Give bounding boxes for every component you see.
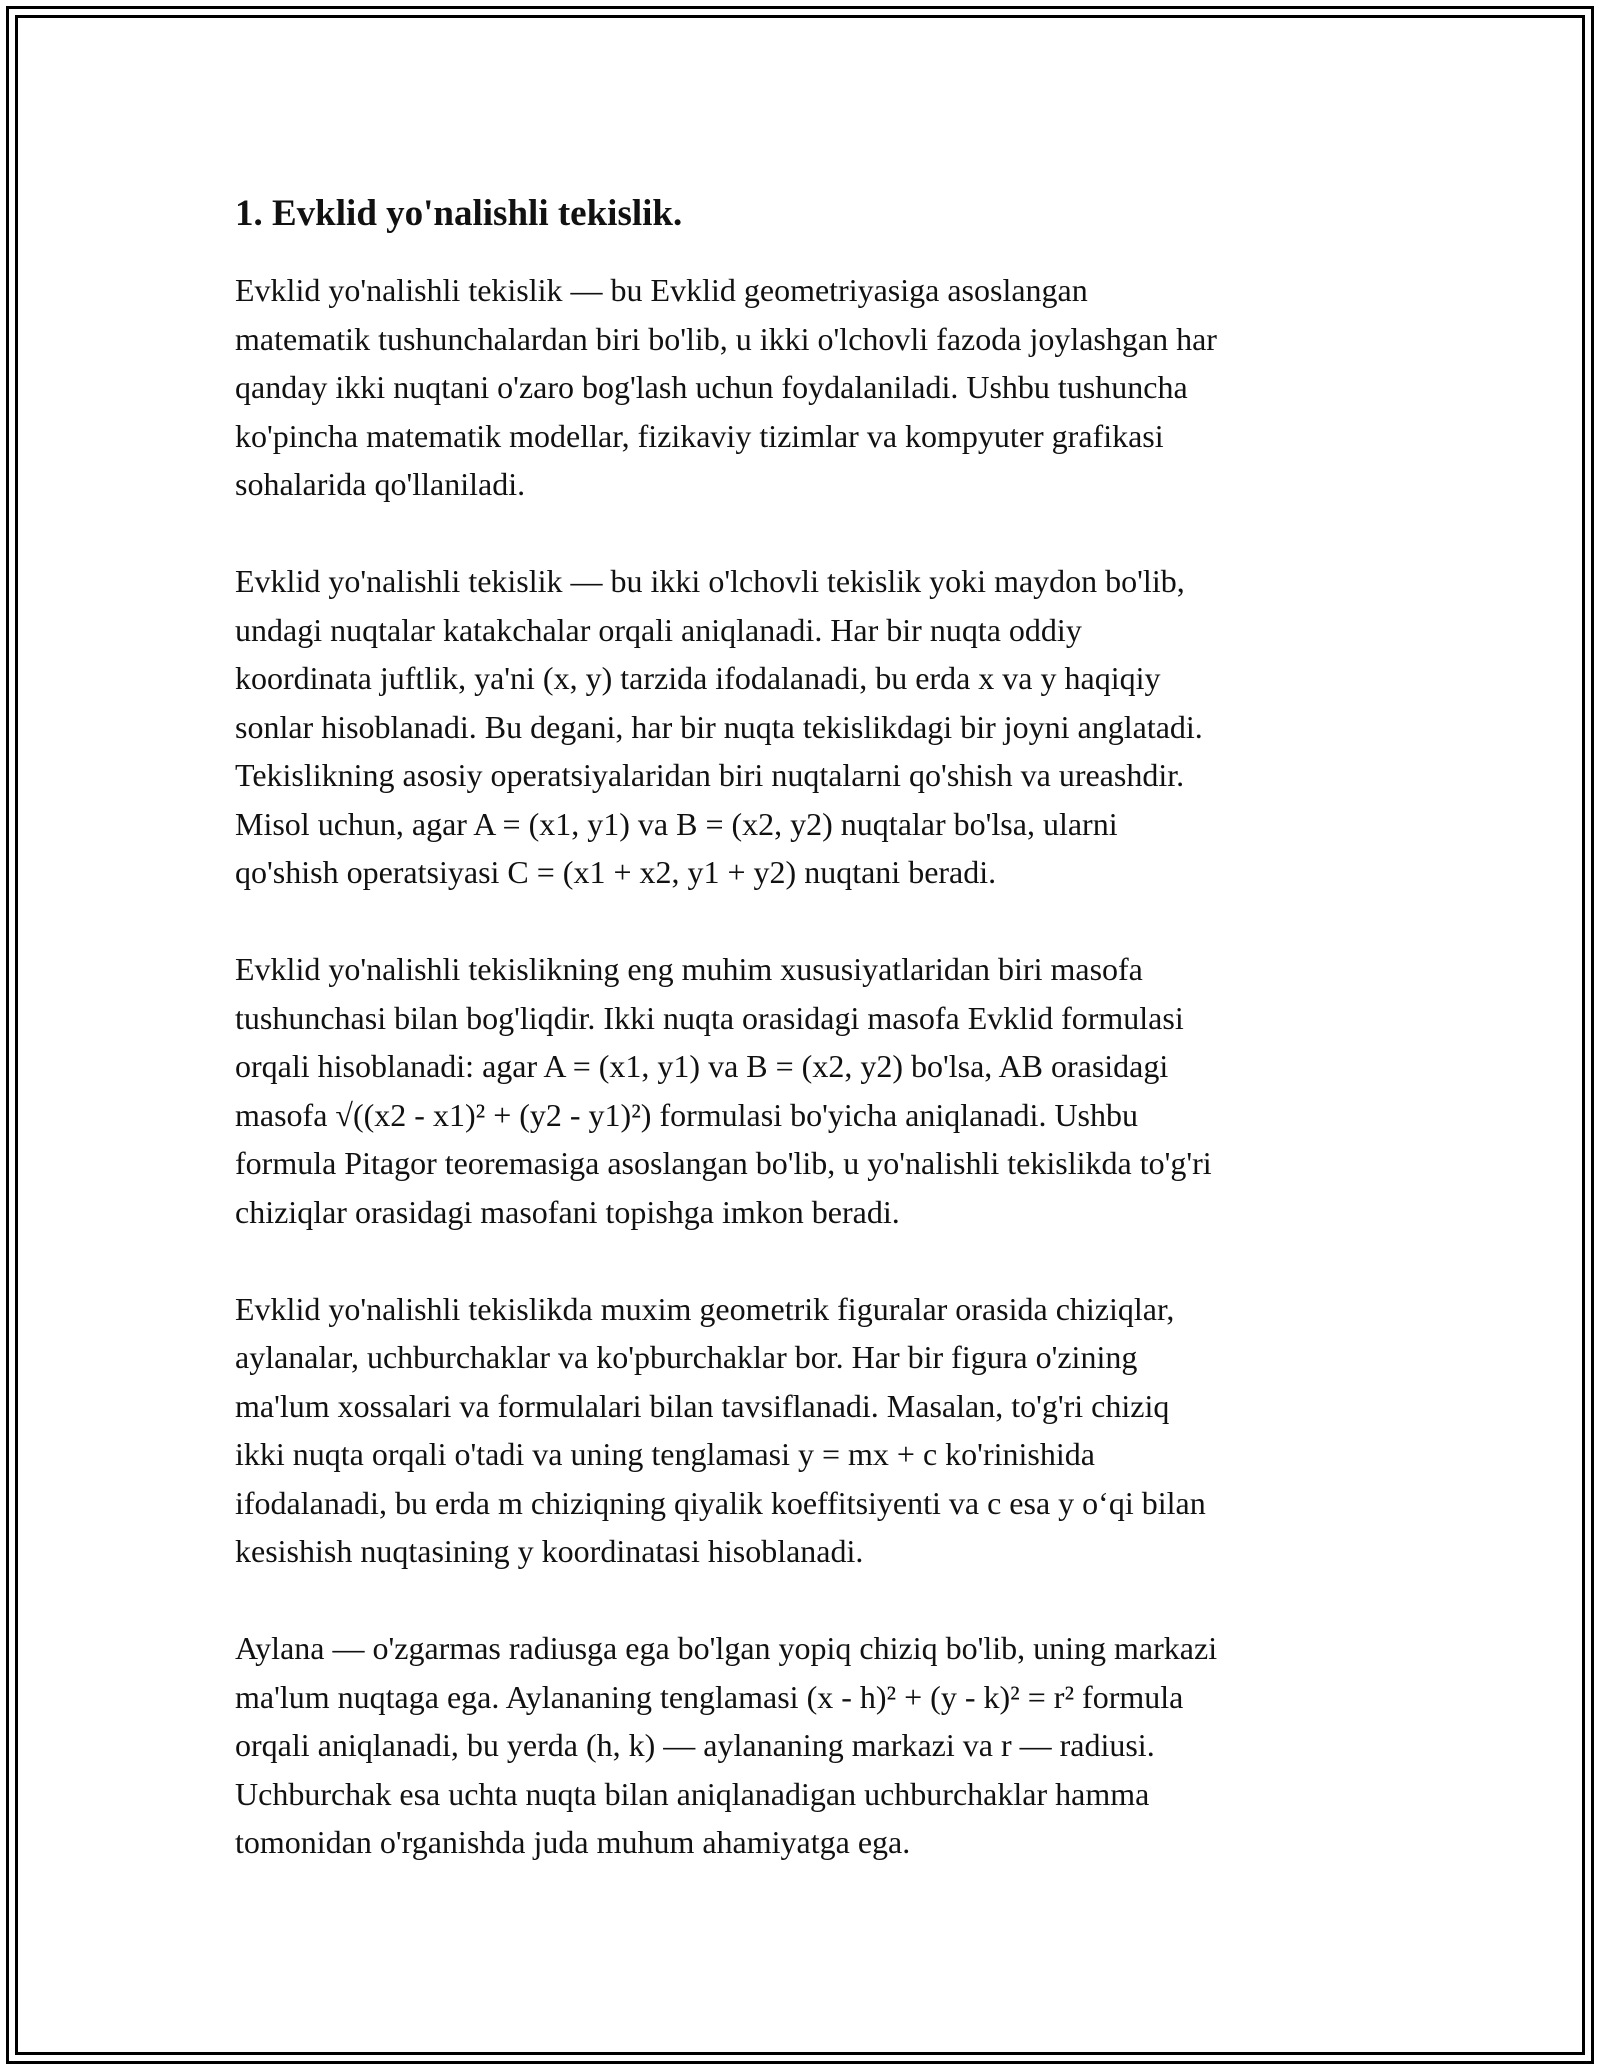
- paragraph-line: Tekislikning asosiy operatsiyalaridan biri nuqtalarni qo'shish va ureashdir.: [235, 757, 1185, 793]
- paragraph-line: orqali hisoblanadi: agar A = (x1, y1) va B = (x2, y2) bo'lsa, AB orasidagi: [235, 1048, 1169, 1084]
- paragraph-line: ifodalanadi, bu erda m chiziqning qiyalik koeffitsiyenti va c esa y oʻqi bilan: [235, 1484, 1206, 1521]
- paragraph-line: Evklid yo'nalishli tekislik — bu ikki o'lchovli tekislik yoki maydon bo'lib,: [235, 563, 1185, 599]
- paragraph-line: chiziqlar orasidagi masofani topishga imkon beradi.: [235, 1193, 900, 1230]
- paragraph-line: undagi nuqtalar katakchalar orqali aniqlanadi. Har bir nuqta oddiy: [235, 611, 1082, 648]
- paragraph-line: qanday ikki nuqtani o'zaro bog'lash uchun foydalaniladi. Ushbu tushuncha: [235, 369, 1188, 405]
- paragraph-line: tomonidan o'rganishda juda muhum ahamiyatga ega.: [235, 1824, 911, 1860]
- paragraph-1: [235, 266, 1375, 509]
- paragraph-line: Uchburchak esa uchta nuqta bilan aniqlanadigan uchburchaklar hamma: [235, 1775, 1150, 1812]
- paragraph-line: qo'shish operatsiyasi C = (x1 + x2, y1 + y2) nuqtani beradi.: [235, 854, 997, 890]
- section-title: 1. Evklid yo'nalishli tekislik.: [235, 193, 683, 234]
- paragraph-line: matematik tushunchalardan biri bo'lib, u ikki o'lchovli fazoda joylashgan har: [235, 320, 1217, 357]
- paragraph-line: sohalarida qo'llaniladi.: [235, 466, 526, 502]
- paragraph-line: ma'lum nuqtaga ega. Aylananing tenglamasi (x - h)² + (y - k)² = r² formula: [235, 1678, 1184, 1715]
- document-body: [235, 186, 1375, 1915]
- paragraph-line: ma'lum xossalari va formulalari bilan tavsiflanadi. Masalan, to'g'ri chiziq: [235, 1387, 1170, 1424]
- paragraph-line: Evklid yo'nalishli tekislik — bu Evklid geometriyasiga asoslangan: [235, 272, 1088, 308]
- paragraph-line: ko'pincha matematik modellar, fizikaviy tizimlar va kompyuter grafikasi: [235, 417, 1164, 454]
- paragraph-line: formula Pitagor teoremasiga asoslangan bo'lib, u yo'nalishli tekislikda to'g'ri: [235, 1145, 1212, 1181]
- paragraph-3: [235, 945, 1375, 1236]
- paragraph-line: Misol uchun, agar A = (x1, y1) va B = (x2, y2) nuqtalar bo'lsa, ularni: [235, 805, 1118, 842]
- paragraph-line: sonlar hisoblanadi. Bu degani, har bir nuqta tekislikdagi bir joyni anglatadi.: [235, 708, 1203, 745]
- paragraph-line: koordinata juftlik, ya'ni (x, y) tarzida ifodalanadi, bu erda x va y haqiqiy: [235, 660, 1161, 696]
- paragraph-4: [235, 1285, 1375, 1576]
- paragraph-line: Aylana — o'zgarmas radiusga ega bo'lgan yopiq chiziq bo'lib, uning markazi: [235, 1630, 1218, 1666]
- paragraph-line: masofa √((x2 - x1)² + (y2 - y1)²) formulasi bo'yicha aniqlanadi. Ushbu: [235, 1096, 1138, 1133]
- paragraph-line: Evklid yo'nalishli tekislikda muxim geometrik figuralar orasida chiziqlar,: [235, 1290, 1175, 1327]
- paragraph-line: aylanalar, uchburchaklar va ko'pburchaklar bor. Har bir figura o'zining: [235, 1339, 1138, 1375]
- paragraph-line: ikki nuqta orqali o'tadi va uning tenglamasi y = mx + c ko'rinishida: [235, 1436, 1095, 1472]
- paragraph-2: [235, 557, 1375, 897]
- paragraph-line: tushunchasi bilan bog'liqdir. Ikki nuqta orasidagi masofa Evklid formulasi: [235, 999, 1184, 1036]
- paragraph-line: kesishish nuqtasining y koordinatasi hisoblanadi.: [235, 1533, 864, 1569]
- paragraph-5: [235, 1624, 1375, 1867]
- paragraph-line: Evklid yo'nalishli tekislikning eng muhim xususiyatlaridan biri masofa: [235, 951, 1143, 987]
- paragraph-line: orqali aniqlanadi, bu yerda (h, k) — aylananing markazi va r — radiusi.: [235, 1727, 1155, 1763]
